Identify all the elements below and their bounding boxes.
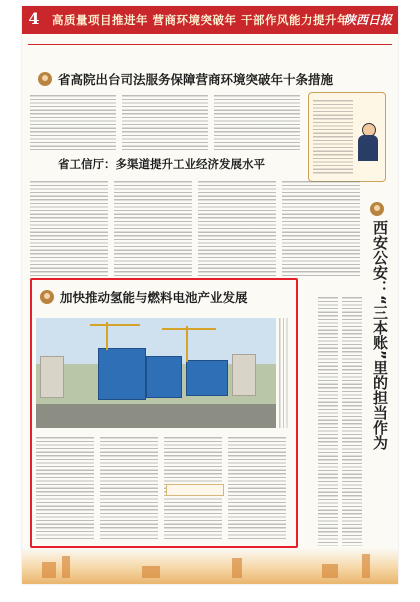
headline-industry: 省工信厅：多渠道提升工业经济发展水平 (58, 157, 265, 171)
sidebar-vertical-title: 西安公安：“三本账”里的担当作为 (371, 220, 389, 450)
headline-hydrogen: 加快推动氢能与燃料电池产业发展 (60, 290, 248, 305)
highlight-frame (30, 278, 298, 548)
page-banner (22, 6, 398, 34)
masthead-logo: 陕西日报 (343, 13, 392, 27)
article-icon (38, 72, 52, 86)
commentary-card (308, 92, 386, 182)
article-body-judicial (30, 94, 300, 150)
edition-line (28, 36, 392, 45)
headline-judicial: 省高院出台司法服务保障营商环境突破年十条措施 (58, 72, 334, 87)
page-number: 4 (28, 9, 40, 28)
sidebar-icon (370, 202, 384, 216)
officer-illustration (357, 123, 379, 173)
footer-skyline-art (22, 548, 398, 584)
banner-slogan: 高质量项目推进年 营商环境突破年 干部作风能力提升年 (52, 13, 350, 27)
article-body-industry (30, 180, 375, 278)
newspaper-page (22, 6, 398, 584)
sidebar-body (318, 296, 364, 546)
